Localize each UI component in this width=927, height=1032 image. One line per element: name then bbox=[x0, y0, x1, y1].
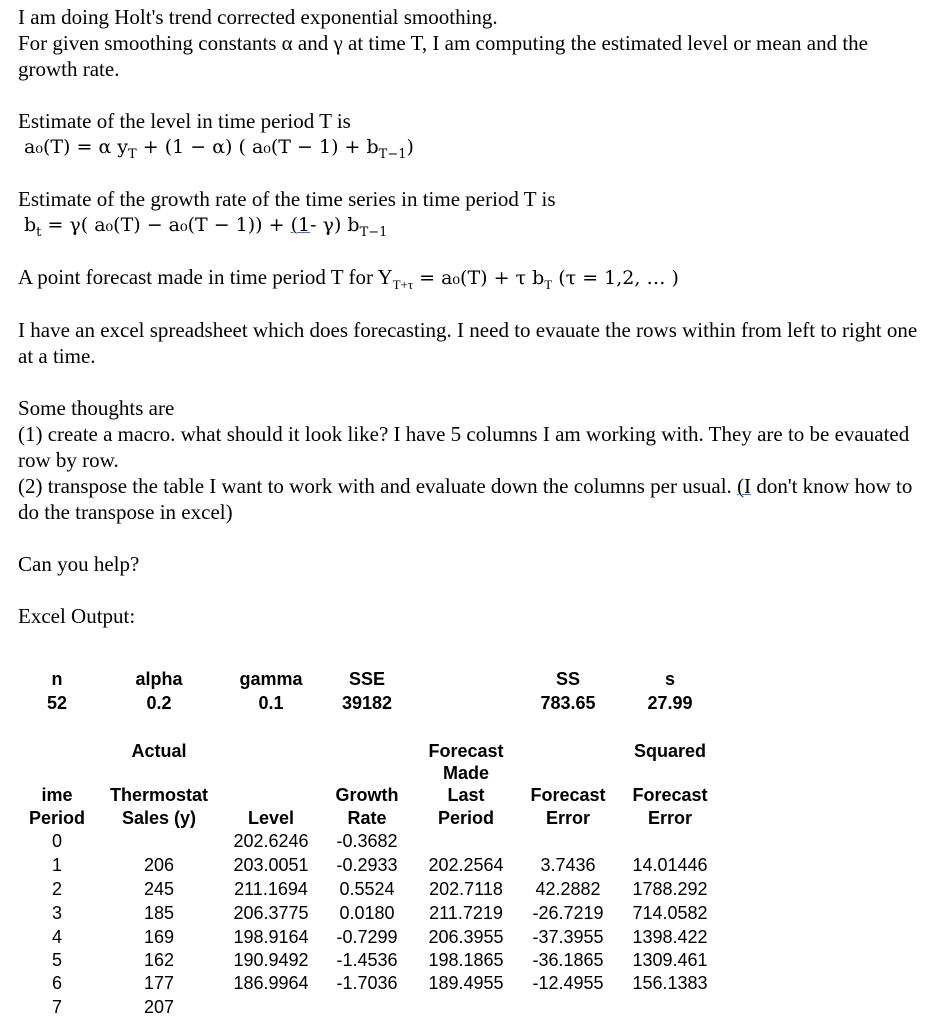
excel-output-label: Excel Output: bbox=[18, 604, 136, 628]
cell-period: 4 bbox=[51, 927, 63, 947]
thought-1: (1) create a macro. what should it look like? I have 5 columns I am working with. They are to be evauated row by row. bbox=[18, 422, 910, 472]
cell-level: 203.0051 bbox=[233, 855, 309, 875]
summary-header-s: s bbox=[664, 669, 676, 689]
cell-forecast: 206.3955 bbox=[428, 927, 504, 947]
cell-level: 198.9164 bbox=[233, 927, 309, 947]
header-thermostat: Thermostat bbox=[109, 785, 209, 805]
header-last-period: Period bbox=[437, 808, 495, 828]
cell-sales: 162 bbox=[143, 950, 175, 970]
cell-forecast: 211.7219 bbox=[429, 903, 503, 923]
cell-period: 5 bbox=[51, 950, 63, 970]
cell-period: 2 bbox=[51, 879, 63, 899]
help-line: Can you help? bbox=[18, 552, 140, 576]
summary-value-sse: 39182 bbox=[341, 693, 393, 713]
forecast-formula-line: A point forecast made in time period T for $Y_{T+\tau} = a_0(T) + \tau$ $b_T$ (τ = 1,2, … ) bbox=[18, 265, 679, 293]
cell-sq-error: 14.01446 bbox=[632, 855, 708, 875]
cell-level: 190.9492 bbox=[233, 950, 309, 970]
cell-growth: -1.7036 bbox=[336, 973, 398, 993]
cell-level: 211.1694 bbox=[234, 879, 308, 899]
summary-value-ss: 783.65 bbox=[540, 693, 596, 713]
cell-period: 1 bbox=[51, 855, 63, 875]
cell-error: -36.1865 bbox=[532, 950, 604, 970]
intro-paragraph: For given smoothing constants α and γ at time T, I am computing the estimated level or mean and the growth rate. bbox=[18, 31, 868, 81]
header-squared: Squared bbox=[633, 741, 707, 761]
level-intro: Estimate of the level in time period T is bbox=[18, 109, 351, 133]
header-growth: Growth bbox=[335, 785, 399, 805]
summary-header-ss: SS bbox=[555, 669, 581, 689]
cell-level: 202.6246 bbox=[233, 831, 309, 851]
header-error: Error bbox=[545, 808, 591, 828]
cell-growth: -0.2933 bbox=[336, 855, 398, 875]
intro-line: I am doing Holt's trend corrected exponential smoothing. bbox=[18, 5, 498, 29]
cell-growth: -1.4536 bbox=[336, 950, 398, 970]
header-squared-forecast: Forecast bbox=[632, 785, 708, 805]
cell-forecast: 198.1865 bbox=[428, 950, 504, 970]
cell-forecast: 189.4955 bbox=[428, 973, 504, 993]
header-period: Period bbox=[28, 808, 86, 828]
header-sales-y: Sales (y) bbox=[121, 808, 197, 828]
cell-error: 3.7436 bbox=[540, 855, 596, 875]
cell-growth: 0.5524 bbox=[339, 879, 395, 899]
cell-sales: 245 bbox=[143, 879, 175, 899]
summary-value-alpha: 0.2 bbox=[146, 693, 172, 713]
header-made: Made bbox=[442, 763, 490, 783]
header-forecast-error-1: Forecast bbox=[530, 785, 606, 805]
cell-period: 7 bbox=[51, 997, 63, 1017]
cell-sales: 177 bbox=[143, 973, 175, 993]
header-time: ime bbox=[41, 785, 73, 805]
header-level: Level bbox=[247, 808, 295, 828]
cell-sales: 207 bbox=[143, 997, 175, 1017]
cell-sales: 206 bbox=[143, 855, 175, 875]
header-forecast: Forecast bbox=[428, 741, 504, 761]
summary-value-n: 52 bbox=[46, 693, 68, 713]
cell-forecast: 202.7118 bbox=[429, 879, 503, 899]
cell-period: 3 bbox=[51, 903, 63, 923]
cell-growth: -0.7299 bbox=[336, 927, 398, 947]
cell-sq-error: 714.0582 bbox=[632, 903, 708, 923]
header-rate: Rate bbox=[347, 808, 387, 828]
cell-period: 6 bbox=[51, 973, 63, 993]
header-sq-error: Error bbox=[647, 808, 693, 828]
growth-intro: Estimate of the growth rate of the time series in time period T is bbox=[18, 187, 556, 211]
cell-error: -37.3955 bbox=[532, 927, 604, 947]
cell-sq-error: 1309.461 bbox=[632, 950, 708, 970]
summary-header-sse: SSE bbox=[348, 669, 386, 689]
cell-error: -12.4955 bbox=[532, 973, 604, 993]
summary-value-gamma: 0.1 bbox=[258, 693, 284, 713]
summary-header-n: n bbox=[51, 669, 63, 689]
summary-header-gamma: gamma bbox=[239, 669, 303, 689]
cell-growth: 0.0180 bbox=[339, 903, 395, 923]
level-formula: a₀(T) = α $y_T + (1 - \alpha)$ ( $a_0(T - 1) + b_{T-1}$) bbox=[24, 136, 414, 162]
cell-sq-error: 156.1383 bbox=[632, 973, 708, 993]
cell-sq-error: 1398.422 bbox=[632, 927, 708, 947]
header-actual: Actual bbox=[131, 741, 187, 761]
cell-sales: 185 bbox=[143, 903, 175, 923]
excel-paragraph: I have an excel spreadsheet which does forecasting. I need to evauate the rows within from left to right one at a time. bbox=[18, 318, 918, 368]
header-last: Last bbox=[447, 785, 485, 805]
cell-growth: -0.3682 bbox=[336, 831, 398, 851]
cell-sales: 169 bbox=[143, 927, 175, 947]
cell-level: 206.3775 bbox=[233, 903, 309, 923]
cell-level: 186.9964 bbox=[233, 973, 309, 993]
cell-period: 0 bbox=[51, 831, 63, 851]
cell-error: 42.2882 bbox=[535, 879, 601, 899]
cell-forecast: 202.2564 bbox=[428, 855, 504, 875]
thought-2: (2) transpose the table I want to work with and evaluate down the columns per usual. (I don't know how to do the transpose in excel) bbox=[18, 474, 913, 524]
thoughts-heading: Some thoughts are bbox=[18, 396, 175, 420]
growth-formula: $b_t = \gamma$( a₀(T) − a₀(T − 1)) + (1- γ) $b_{T-1}$ bbox=[24, 214, 388, 240]
summary-header-alpha: alpha bbox=[135, 669, 183, 689]
cell-sq-error: 1788.292 bbox=[632, 879, 708, 899]
summary-value-s: 27.99 bbox=[647, 693, 693, 713]
cell-error: -26.7219 bbox=[532, 903, 604, 923]
